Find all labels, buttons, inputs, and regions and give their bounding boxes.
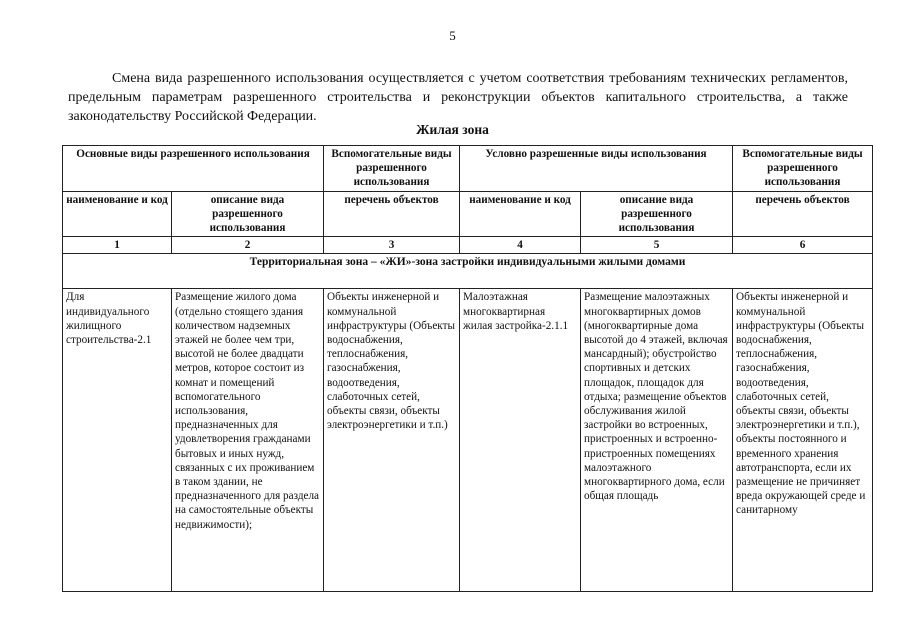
cell-description-1: Размещение жилого дома (отдельно стоящего здания количеством надземных этажей не более чем три, высотой не более двадцати метров, которое состоит из комнат и помещений вспомогательного использования, предназначенных для удовлетворения гражданами бытовых и иных нужд, связанных с их проживанием в таком здании, не предназначенного для раздела на самостоятельные объекты недвижимости);	[172, 289, 324, 592]
header-main-uses: Основные виды разрешенного использования	[63, 146, 324, 192]
subheader-description-1: описание вида разрешенного использования	[172, 191, 324, 237]
subheader-name-code-1: наименование и код	[63, 191, 172, 237]
sub-header-row	[63, 191, 873, 237]
header-aux-uses-2: Вспомогательные виды разрешенного использования	[733, 146, 873, 192]
zoning-table	[62, 145, 873, 592]
column-number: 5	[581, 237, 733, 254]
header-aux-uses-1: Вспомогательные виды разрешенного использования	[324, 146, 460, 192]
subheader-name-code-2: наименование и код	[460, 191, 581, 237]
column-number-row	[63, 237, 873, 254]
column-number: 3	[324, 237, 460, 254]
subheader-objects-2: перечень объектов	[733, 191, 873, 237]
territorial-zone-title: Территориальная зона – «ЖИ»-зона застройки индивидуальными жилыми домами	[63, 254, 873, 289]
subheader-description-2: описание вида разрешенного использования	[581, 191, 733, 237]
cell-objects-1: Объекты инженерной и коммунальной инфраструктуры (Объекты водоснабжения, теплоснабжения, газоснабжения, водоотведения, слаботочных сетей, объекты связи, объекты электроэнергетики и т.п.)	[324, 289, 460, 592]
column-number: 6	[733, 237, 873, 254]
page-number: 5	[449, 28, 456, 43]
header-conditional-uses: Условно разрешенные виды использования	[460, 146, 733, 192]
intro-paragraph: Смена вида разрешенного использования осуществляется с учетом соответствия требованиям технических регламентов, предельным параметрам разрешенного строительства и реконструкции объектов капитального строительства, а также законодательству Российской Федерации.	[68, 71, 848, 124]
table-row	[63, 289, 873, 592]
column-number: 1	[63, 237, 172, 254]
subheader-objects-1: перечень объектов	[324, 191, 460, 237]
cell-objects-2: Объекты инженерной и коммунальной инфраструктуры (Объекты водоснабжения, теплоснабжения, газоснабжения, водоотведения, слаботочных сетей, объекты связи, объекты электроэнергетики и т.п.), объекты постоянного и временного хранения автотранспорта, если их размещение не причиняет вреда окружающей среде и санитарному	[733, 289, 873, 592]
zone-title: Жилая зона	[416, 122, 489, 137]
column-number: 4	[460, 237, 581, 254]
cell-description-2: Размещение малоэтажных многоквартирных домов (многоквартирные дома высотой до 4 этажей, включая мансардный); обустройство спортивных и детских площадок, площадок для отдыха; размещение объектов обслуживания жилой застройки во встроенных, пристроенных и встроенно-пристроенных помещениях малоэтажного многоквартирного дома, если общая площадь	[581, 289, 733, 592]
cell-name-code-2: Малоэтажная многоквартирная жилая застройка-2.1.1	[460, 289, 581, 592]
group-header-row	[63, 146, 873, 192]
column-number: 2	[172, 237, 324, 254]
territorial-zone-row	[63, 254, 873, 289]
cell-name-code-1: Для индивидуального жилищного строительства-2.1	[63, 289, 172, 592]
